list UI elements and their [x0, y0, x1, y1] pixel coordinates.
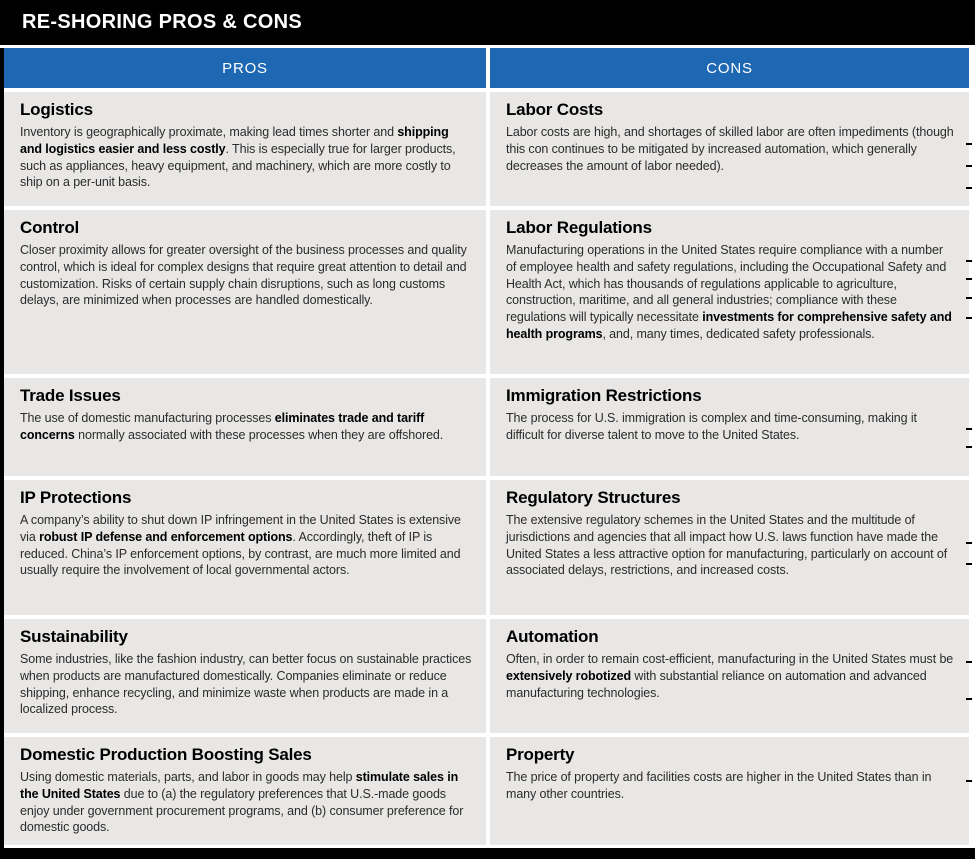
section-body: Labor costs are high, and shortages of skilled labor are often impediments (though this con continues to be mitigated by increased automation, which generally decreases the amount of labor needed).	[506, 125, 954, 173]
section-body: Often, in order to remain cost-efficient, manufacturing in the United States must be extensively robotized with substantial reliance on automation and advanced manufacturing technologies.	[506, 652, 954, 700]
cons-cell-immigration-restrictions	[490, 378, 969, 476]
section-body: Closer proximity allows for greater oversight of the business processes and quality control, which is ideal for complex designs that require great attention to detail and customization. Risks of certain supply chain disruptions, such as long customs delays, are minimized when processes are handled domestically.	[20, 243, 467, 308]
comparison-table-body	[0, 92, 975, 845]
edge-artifact-dash	[966, 317, 972, 319]
comparison-row	[4, 619, 969, 733]
cons-cell-property	[490, 737, 969, 845]
section-body: The use of domestic manufacturing processes eliminates trade and tariff concerns normally associated with these processes when they are offshored.	[20, 411, 444, 442]
edge-artifact-dash	[966, 698, 972, 700]
pros-column-label: PROS	[222, 59, 268, 77]
edge-artifact-dash	[966, 143, 972, 145]
section-body: A company’s ability to shut down IP infringement in the United States is extensive via robust IP defense and enforcement options. Accordingly, theft of IP is reduced. China’s IP enforcement options, by contrast, are much more limited and usually require the involvement of local governmental actors.	[20, 513, 461, 578]
section-heading: Sustainability	[20, 627, 128, 646]
section-body: The price of property and facilities costs are higher in the United States than in many other countries.	[506, 770, 932, 801]
left-border-bar	[0, 0, 4, 859]
cons-cell-automation	[490, 619, 969, 733]
section-heading: Property	[506, 745, 575, 764]
pros-cell-control	[4, 210, 486, 374]
page-title: RE-SHORING PROS & CONS	[22, 11, 302, 33]
edge-artifact-dash	[966, 278, 972, 280]
section-body: The extensive regulatory schemes in the United States and the multitude of jurisdictions and agencies that all impact how U.S. laws function have made the United States a less attractive option for manufacturing, particularly on account of associated delays, restrictions, and increased costs.	[506, 513, 948, 578]
section-body: Using domestic materials, parts, and labor in goods may help stimulate sales in the United States due to (a) the regulatory preferences that U.S.-made goods enjoy under government procurement programs, and (b) consumer preference for domestic goods.	[20, 770, 464, 835]
pros-cell-sustainability	[4, 619, 486, 733]
pros-cell-logistics	[4, 92, 486, 206]
bottom-bar	[0, 845, 975, 859]
edge-artifact-dash	[966, 260, 972, 262]
edge-artifact-dash	[966, 563, 972, 565]
comparison-row	[4, 92, 969, 206]
edge-artifact-dash	[966, 187, 972, 189]
edge-artifact-dash	[966, 446, 972, 448]
section-heading: Trade Issues	[20, 386, 121, 405]
section-heading: Domestic Production Boosting Sales	[20, 745, 312, 764]
cons-cell-regulatory-structures	[490, 480, 969, 615]
edge-artifact-dash	[966, 542, 972, 544]
pros-cell-ip-protections	[4, 480, 486, 615]
pros-cell-domestic-production-boosting-sales	[4, 737, 486, 845]
edge-artifact-dash	[966, 780, 972, 782]
edge-artifact-dash	[966, 297, 972, 299]
section-heading: Labor Regulations	[506, 218, 652, 237]
section-body: Manufacturing operations in the United States require compliance with a number of employee health and safety regulations, including the Occupational Safety and Health Act, which has thousands of regulations applicable to agriculture, construction, maritime, and all general industries; compliance with these regulations will typically necessitate investments for comprehensive safety and health programs, and, many times, dedicated safety professionals.	[506, 243, 952, 341]
pros-cell-trade-issues	[4, 378, 486, 476]
pros-column-header	[4, 48, 486, 88]
edge-artifact-dash	[966, 661, 972, 663]
section-heading: Control	[20, 218, 80, 237]
section-heading: Regulatory Structures	[506, 488, 681, 507]
comparison-row	[4, 480, 969, 615]
section-heading: Logistics	[20, 100, 93, 119]
comparison-row	[4, 378, 969, 476]
comparison-row	[4, 737, 969, 845]
section-heading: IP Protections	[20, 488, 132, 507]
cons-column-label: CONS	[706, 59, 753, 77]
section-heading: Labor Costs	[506, 100, 603, 119]
cons-cell-labor-regulations	[490, 210, 969, 374]
section-body: The process for U.S. immigration is complex and time-consuming, making it difficult for diverse talent to move to the United States.	[506, 411, 917, 442]
section-body: Inventory is geographically proximate, making lead times shorter and shipping and logistics easier and less costly. This is especially true for larger products, such as appliances, heavy equipment, and machinery, which are more costly to ship on a per-unit basis.	[20, 125, 456, 190]
column-header-row	[4, 48, 969, 88]
title-bar	[0, 0, 975, 48]
section-heading: Immigration Restrictions	[506, 386, 702, 405]
cons-cell-labor-costs	[490, 92, 969, 206]
edge-artifact-dash	[966, 428, 972, 430]
cons-column-header	[490, 48, 969, 88]
comparison-row	[4, 210, 969, 374]
section-body: Some industries, like the fashion industry, can better focus on sustainable practices when products are manufactured domestically. Companies eliminate or reduce shipping, enhance recycling, and minimize waste when products are made in a localized process.	[20, 652, 472, 717]
edge-artifact-dash	[966, 165, 972, 167]
section-heading: Automation	[506, 627, 599, 646]
